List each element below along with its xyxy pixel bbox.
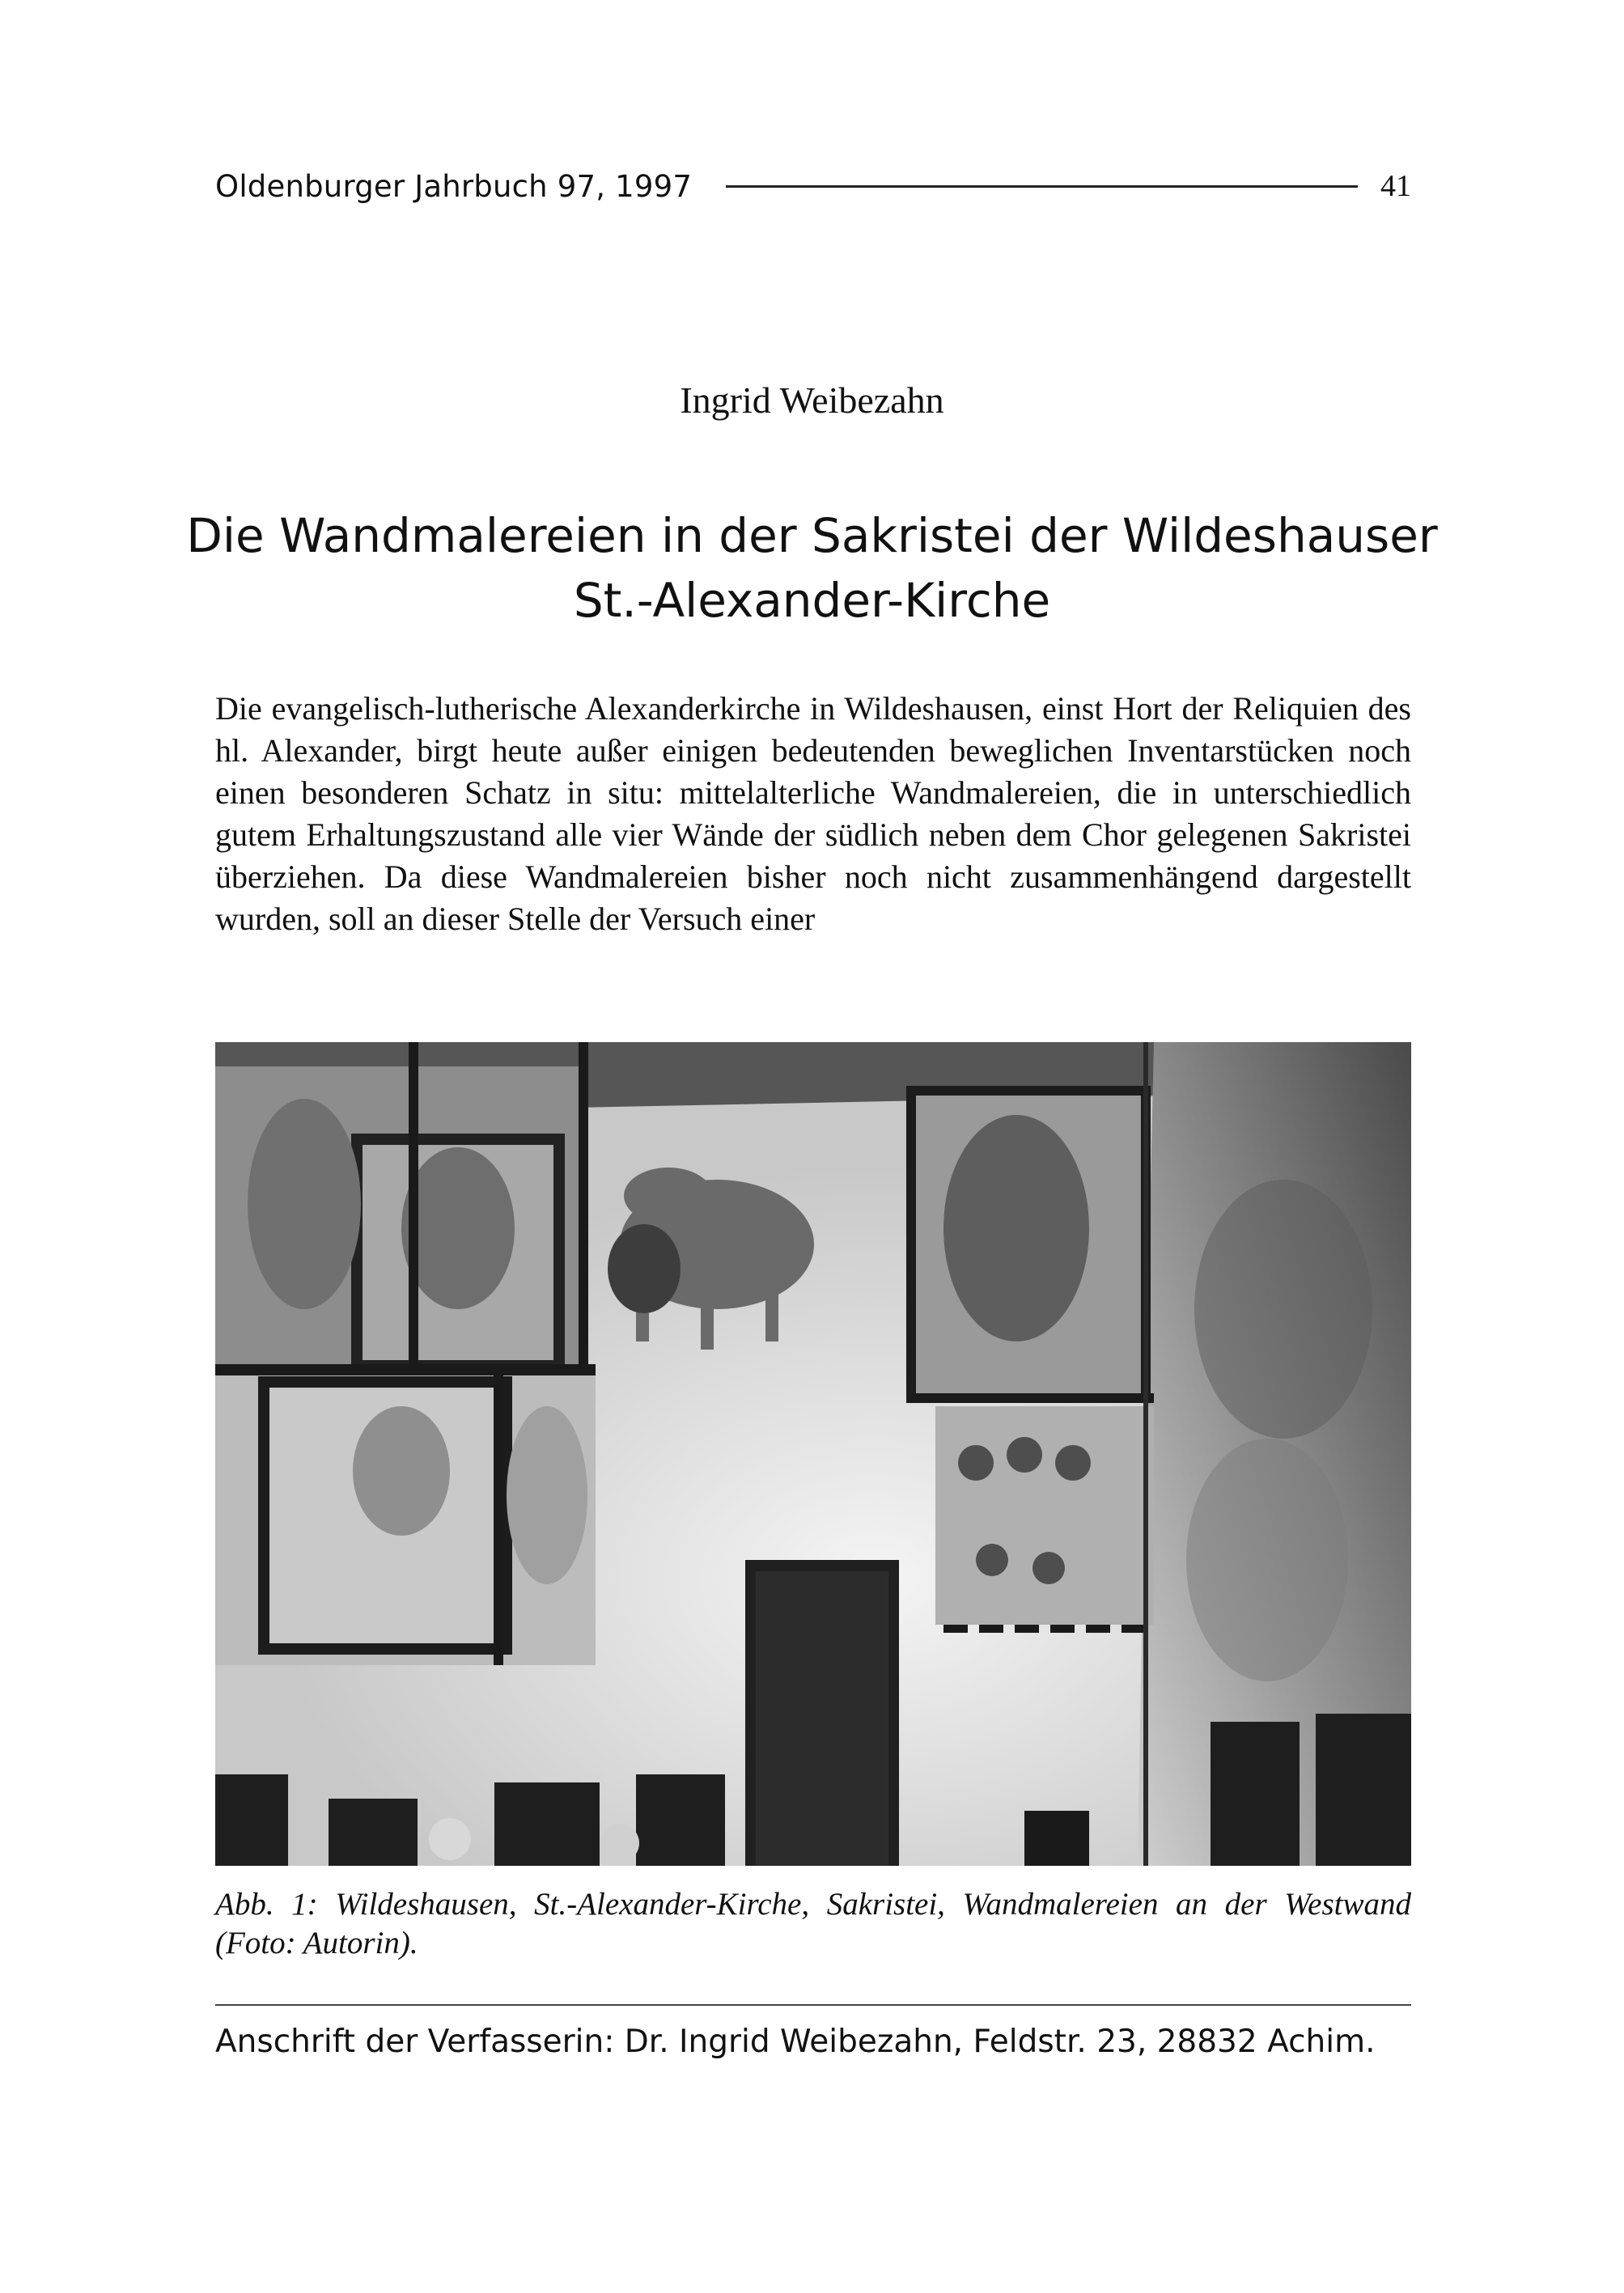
author-address: Anschrift der Verfasserin: Dr. Ingrid Weibezahn, Feldstr. 23, 28832 Achim. (215, 2024, 1376, 2060)
header-rule (726, 185, 1358, 188)
article-author: Ingrid Weibezahn (680, 379, 944, 421)
intro-paragraph: Die evangelisch-lutherische Alexanderkirche in Wildeshausen, einst Hort der Reliquien des hl. Alexander, birgt heute außer einigen bedeutenden beweglichen Inventarstücken noch einen besonderen Schatz in situ: mittelalterliche Wandmalereien, die in unterschiedlich gutem Erhaltungszustand alle vier Wände der südlich neben dem Chor gelegenen Sakristei überziehen. Da diese Wandmalereien bisher noch nicht zusammenhängend dargestellt wurden, soll an dieser Stelle der Versuch einer (215, 690, 1411, 937)
figure-caption: Abb. 1: Wildeshausen, St.-Alexander-Kirche, Sakristei, Wandmalereien an der Westwand (Foto: Autorin). (215, 1887, 1411, 1960)
title-line-1: Die Wandmalereien in der Sakristei der Wildeshauser (186, 508, 1438, 563)
page-number: 41 (1380, 169, 1411, 203)
photo-illustration (215, 1042, 1411, 1866)
article-title (162, 503, 1462, 633)
journal-name: Oldenburger Jahrbuch 97, 1997 (215, 168, 693, 204)
running-head (215, 166, 1411, 206)
title-line-2: St.-Alexander-Kirche (573, 573, 1051, 628)
figure-photo-wall-paintings (215, 1042, 1411, 1866)
footnote-rule (215, 2004, 1411, 2006)
